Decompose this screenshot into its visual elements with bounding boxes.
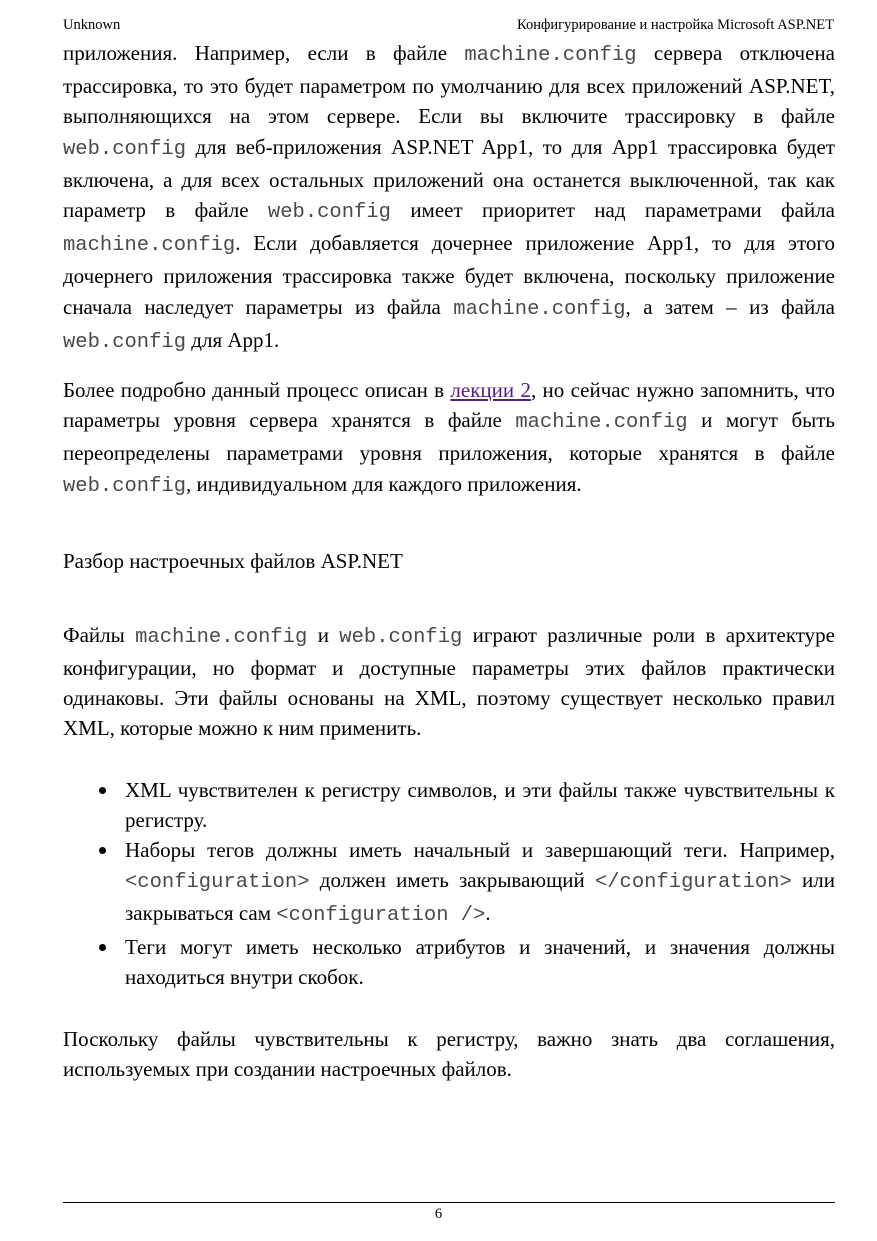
footer-divider [63,1202,835,1203]
bullet-icon [99,787,106,794]
code-machine-config: machine.config [464,44,637,67]
text: и могут быть переопределены параметрами уровня приложения, которые хранятся в файле [63,408,835,466]
text: для App1. [186,327,280,352]
text: и [307,622,340,647]
list-item [63,932,835,992]
text: играют различные роли в архитектуре конфигурации, но формат и доступные параметры этих файлов практически одинаковы. Эти файлы основаны на XML, поэтому существует несколько правил XML, которые можно к ним применить. [63,622,835,741]
text: XML чувствителен к регистру символов, и эти файлы также чувствительны к регистру. [125,777,835,832]
paragraph-server-level-params [63,375,835,502]
bullet-icon [99,847,106,854]
lecture-2-link[interactable]: лекции 2 [450,378,531,403]
code-machine-config: machine.config [135,625,308,649]
code-web-config: web.config [267,201,391,225]
paragraph-trace-inheritance [63,38,835,358]
code-web-config: web.config [63,474,187,498]
text: Наборы тегов должны иметь начальный и завершающий теги. Например, [125,838,835,863]
section-heading: Разбор настроечных файлов ASP.NET [63,548,403,573]
code-machine-config: machine.config [63,234,236,258]
code-machine-config: machine.config [515,411,688,435]
text: Файлы [63,622,136,647]
paragraph-config-files-roles [63,620,835,744]
code-web-config: web.config [63,137,187,161]
code-configuration-self-closing-tag: <configuration /> [276,904,486,928]
code-machine-config: machine.config [453,297,626,321]
code-configuration-open-tag: <configuration> [125,871,310,895]
text: имеет приоритет над параметрами файла [390,198,836,223]
paragraph-case-conventions: Поскольку файлы чувствительны к регистру, важно знать два соглашения, используемых при создании настроечных файлов. [63,1027,835,1082]
text: , но сейчас нужно запомнить, что параметры уровня сервера хранятся в файле [63,378,836,433]
page-content [63,38,835,1084]
xml-rules-list [63,775,835,992]
text: . [485,901,491,926]
list-item [63,775,835,835]
list-item [63,835,835,932]
text: Теги могут иметь несколько атрибутов и значений, и значения должны находиться внутри скобок. [125,934,835,989]
text: . Если добавляется дочернее приложение App1, то для этого дочернего приложения трассировка также будет включена, поскольку приложение сначала наследует параметры из файла [63,231,835,319]
text: , а затем – из файла [625,294,836,319]
page-number: 6 [434,1206,443,1222]
code-configuration-close-tag: </configuration> [594,871,792,895]
text: для веб-приложения ASP.NET App1, то для App1 трассировка будет включена, а для всех остальных приложений она останется выключенной, так как параметр в файле [63,134,835,223]
text: приложения. Например, если в файле [63,41,465,65]
text: должен иметь закрывающий [309,868,595,893]
header-left-text: Unknown [63,17,121,33]
code-web-config: web.config [339,625,463,649]
text: или закрываться сам [125,868,835,926]
header-document-title: Конфигурирование и настройка Microsoft ASP.NET [517,17,834,33]
bullet-icon [99,944,106,951]
page-header [63,15,834,35]
text: сервера отключена трассировка, то это будет параметром по умолчанию для всех приложений ASP.NET, выполняющихся на этом сервере. Если вы включите трассировку в файле [63,41,836,129]
text: Более подробно данный процесс описан в [63,378,451,403]
code-web-config: web.config [63,330,187,354]
text: , индивидуальном для каждого приложения. [186,471,582,496]
